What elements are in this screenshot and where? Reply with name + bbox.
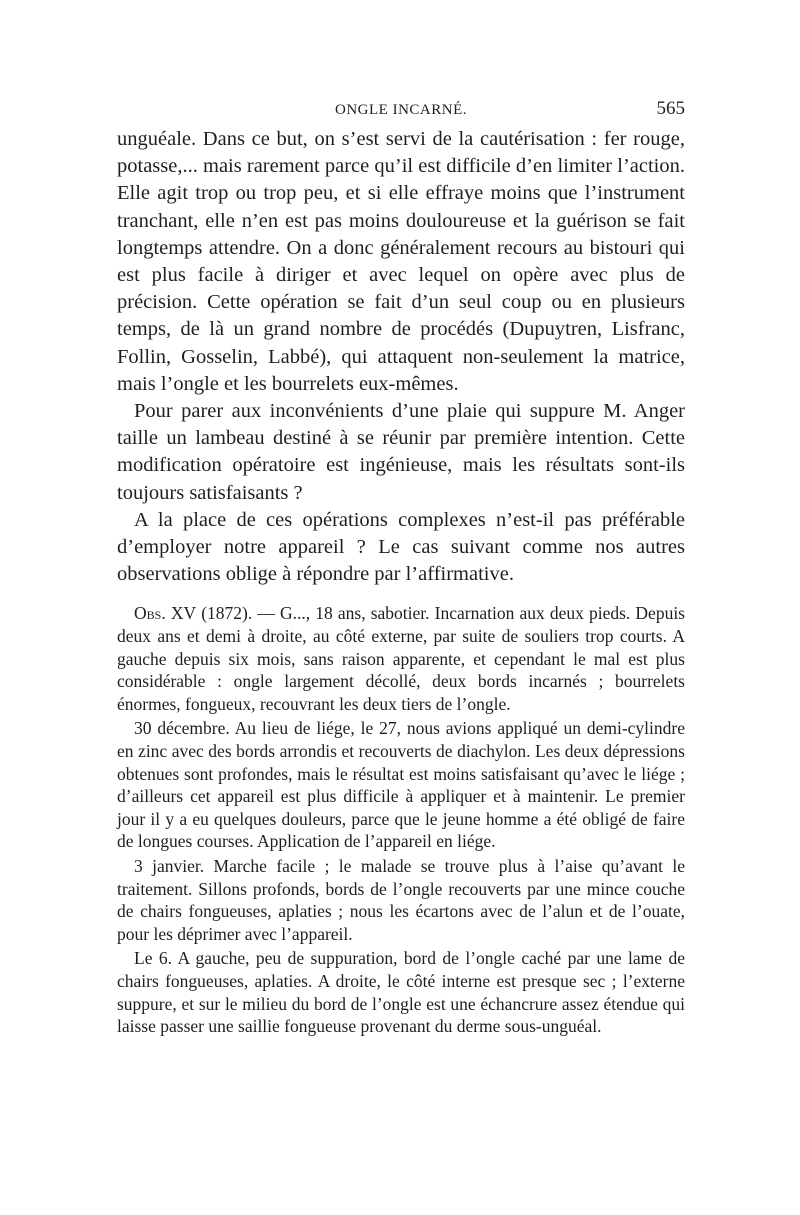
observation-label: Obs. XV	[134, 603, 197, 624]
main-text	[117, 126, 685, 588]
book-page	[117, 96, 685, 1038]
paragraph-appareil: A la place de ces opérations complexes n’est-il pas préférable d’employer notre appareil ? Le cas suivant comme nos autres observations oblige à répondre par l’affirmative.	[117, 508, 685, 586]
observation-intro-text: (1872). — G..., 18 ans, sabotier. Incarnation aux deux pieds. Depuis deux ans et demi à droite, au côté externe, par suite de souliers trop courts. A gauche depuis six mois, sans raison apparente, et cependant le mal est plus considérable : ongle largement décollé, deux bords incarnés ; bourrelets énormes, fongueux, recouvrant les deux tiers de l’ongle.	[117, 603, 685, 714]
page-header	[117, 96, 685, 122]
observation-intro	[117, 602, 685, 715]
observation-entry-3-january: 3 janvier. Marche facile ; le malade se trouve plus à l’aise qu’avant le traitement. Sillons profonds, bords de l’ongle recouverts par une mince couche de chairs fongueuses, aplaties ; nous les écartons avec de l’alun et de l’ouate, pour les déprimer avec l’appareil.	[117, 855, 685, 944]
paragraph-anger-procedure: Pour parer aux inconvénients d’une plaie qui suppure M. Anger taille un lambeau destiné à se réunir par première intention. Cette modification opératoire est ingénieuse, mais les résultats sont-ils toujours satisfaisants ?	[117, 400, 685, 504]
observation-xv	[117, 602, 685, 1037]
running-title: ONGLE INCARNÉ.	[335, 102, 467, 118]
page-number: 565	[656, 98, 685, 119]
observation-entry-6: Le 6. A gauche, peu de suppuration, bord de l’ongle caché par une lame de chairs fongueuses, aplaties. A droite, le côté interne est presque sec ; l’externe suppure, et sur le milieu du bord de l’ongle est une échancrure assez étendue qui laisse passer une saillie fongueuse provenant du derme sous-unguéal.	[117, 948, 685, 1037]
paragraph-continuation: unguéale. Dans ce but, on s’est servi de la cautérisation : fer rouge, potasse,... mais rarement parce qu’il est difficile d’en limiter l’action. Elle agit trop ou trop peu, et si elle effraye moins que l’instrument tranchant, elle n’en est pas moins douloureuse et la guérison se fait longtemps attendre. On a donc généralement recours au bistouri qui est plus facile à diriger et avec lequel on opère avec plus de précision. Cette opération se fait d’un seul coup ou en plusieurs temps, de là un grand nombre de procédés (Dupuytren, Lisfranc, Follin, Gosselin, Labbé), qui attaquent non-seulement la matrice, mais l’ongle et les bourrelets eux-mêmes.	[117, 128, 685, 395]
observation-entry-30-december: 30 décembre. Au lieu de liége, le 27, nous avions appliqué un demi-cylindre en zinc avec des bords arrondis et recouverts de diachylon. Les deux dépressions obtenues sont profondes, mais le résultat est moins satisfaisant qu’avec le liége ; d’ailleurs cet appareil est plus difficile à appliquer et à maintenir. Le premier jour il y a eu quelques douleurs, parce que le jeune homme a été obligé de faire de longues courses. Application de l’appareil en liége.	[117, 718, 685, 852]
